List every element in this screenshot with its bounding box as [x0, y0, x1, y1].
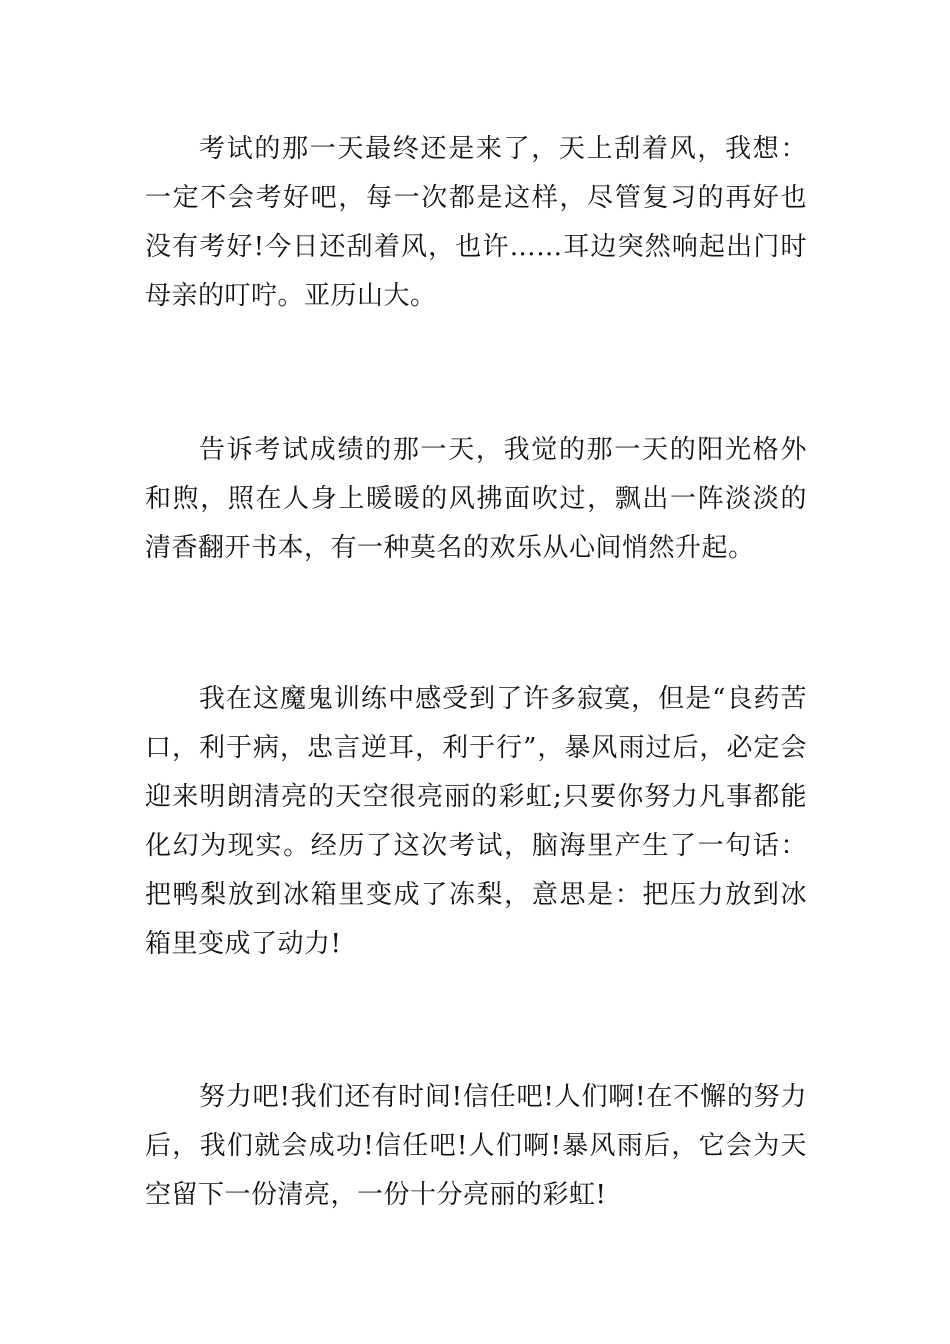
paragraph-exam-day: 考试的那一天最终还是来了，天上刮着风，我想：一定不会考好吧，每一次都是这样，尽管复习的再好也没有考好!今日还刮着风，也许……耳边突然响起出门时母亲的叮咛。亚历山大。	[145, 134, 807, 311]
paragraph-results-day: 告诉考试成绩的那一天，我觉的那一天的阳光格外和煦，照在人身上暖暖的风拂面吹过，飘出一阵淡淡的清香翻开书本，有一种莫名的欢乐从心间悄然升起。	[145, 435, 807, 563]
paragraph-training-reflection: 我在这魔鬼训练中感受到了许多寂寞，但是“良药苦口，利于病，忠言逆耳，利于行”，暴风雨过后，必定会迎来明朗清亮的天空很亮丽的彩虹;只要你努力凡事都能化幻为现实。经历了这次考试，脑海里产生了一句话：把鸭梨放到冰箱里变成了冻梨，意思是：把压力放到冰箱里变成了动力!	[145, 684, 807, 959]
paragraph-encouragement: 努力吧!我们还有时间!信任吧!人们啊!在不懈的努力后，我们就会成功!信任吧!人们啊!暴风雨后，它会为天空留下一份清亮，一份十分亮丽的彩虹!	[145, 1082, 807, 1210]
